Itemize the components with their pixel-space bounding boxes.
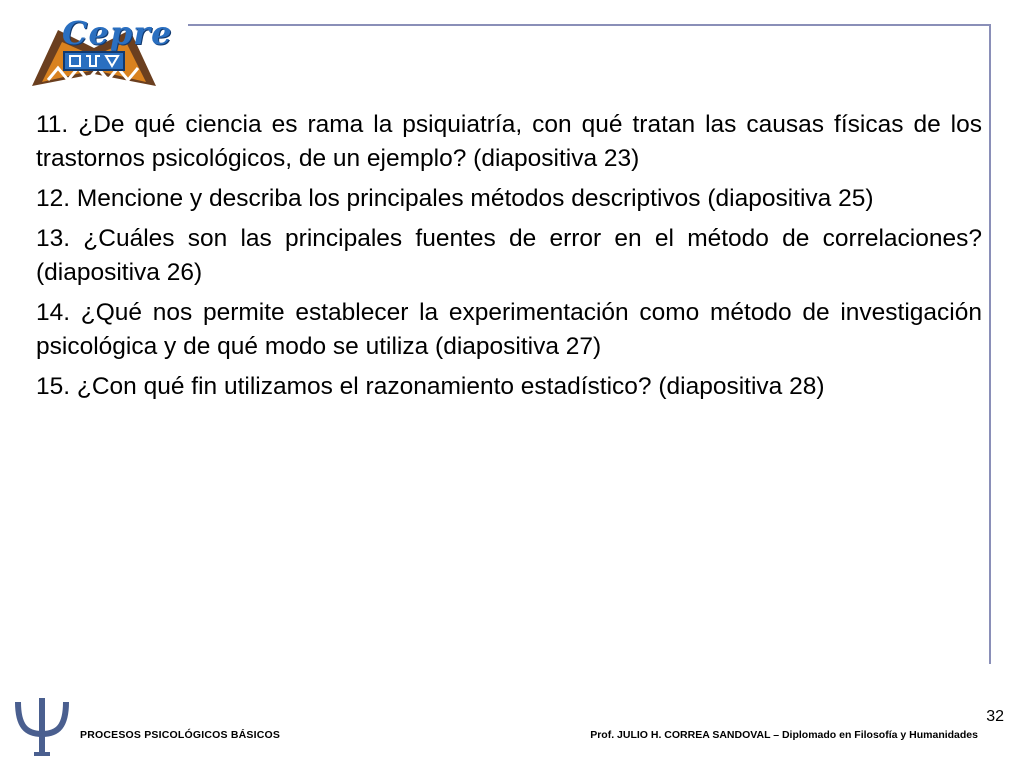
page-number: 32 [986,708,1004,725]
question-item: 11. ¿De qué ciencia es rama la psiquiatría, con qué tratan las causas físicas de los trastornos psicológicos, de un ejemplo? (diapositiva 23) [36,111,982,172]
right-rule [989,24,991,664]
question-item: 14. ¿Qué nos permite establecer la experimentación como método de investigación psicológica y de qué modo se utiliza (diapositiva 27) [36,299,982,360]
header-rule [188,24,990,26]
footer-author: Prof. JULIO H. CORREA SANDOVAL – Diplomado en Filosofía y Humanidades [590,729,978,741]
cepre-logo [28,8,173,94]
logo-text: Cepre [62,14,173,52]
question-item: 12. Mencione y describa los principales métodos descriptivos (diapositiva 25) [36,185,874,212]
footer-course: PROCESOS PSICOLÓGICOS BÁSICOS [80,729,281,741]
question-list [36,108,982,410]
question-item: 13. ¿Cuáles son las principales fuentes de error en el método de correlaciones? (diapositiva 26) [36,225,982,286]
psi-icon [8,696,76,758]
question-item: 15. ¿Con qué fin utilizamos el razonamiento estadístico? (diapositiva 28) [36,373,825,400]
